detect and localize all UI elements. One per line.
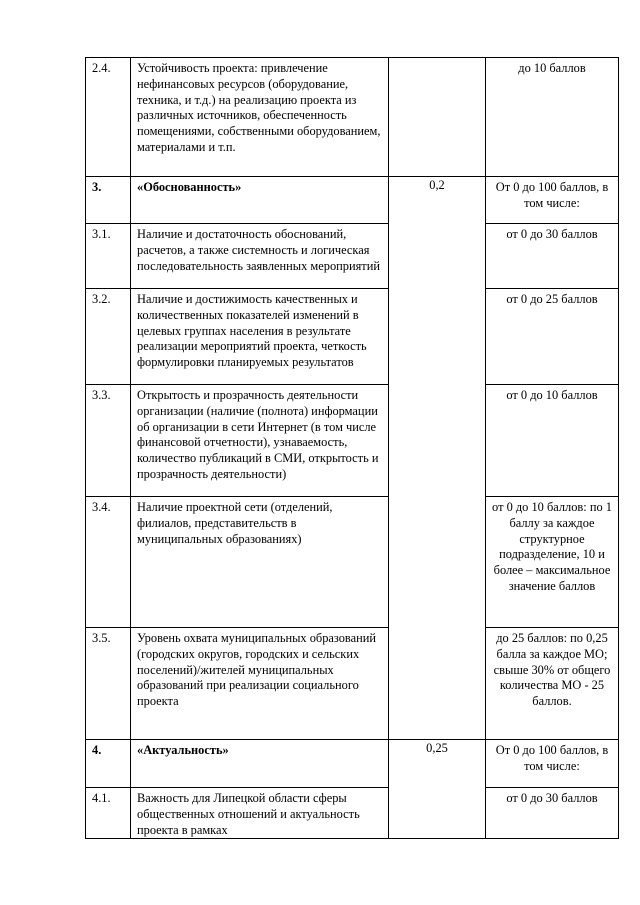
criterion-text: «Обоснованность»: [131, 177, 389, 224]
row-number: 3.: [86, 177, 131, 224]
table-row: [86, 497, 619, 628]
criterion-text: Наличие и достижимость качественных и количественных показателей изменений в целевых группах населения в результате реализации мероприятий проекта, четкость формулировки планируемых результатов: [131, 289, 389, 385]
weight-cell: [389, 289, 486, 385]
row-number: 3.4.: [86, 497, 131, 628]
score-cell: от 0 до 10 баллов: по 1 баллу за каждое структурное подразделение, 10 и более – максимальное значение баллов: [486, 497, 619, 628]
score-cell: От 0 до 100 баллов, в том числе:: [486, 740, 619, 788]
table-row: [86, 224, 619, 289]
row-number: 4.: [86, 740, 131, 788]
weight-cell: [389, 788, 486, 839]
weight-cell: [389, 224, 486, 289]
table-row: [86, 740, 619, 788]
row-number: 3.3.: [86, 385, 131, 497]
criteria-table: [85, 57, 619, 839]
score-cell: от 0 до 10 баллов: [486, 385, 619, 497]
criterion-text: Наличие и достаточность обоснований, расчетов, а также системность и логическая последовательность заявленных мероприятий: [131, 224, 389, 289]
weight-cell: [389, 497, 486, 628]
row-number: 3.1.: [86, 224, 131, 289]
criterion-text: Открытость и прозрачность деятельности организации (наличие (полнота) информации об организации в сети Интернет (в том числе финансовой отчетности), узнаваемость, количество публикаций в СМИ, открытость и прозрачность деятельности): [131, 385, 389, 497]
criterion-text: «Актуальность»: [131, 740, 389, 788]
weight-cell: [389, 628, 486, 740]
row-number: 3.2.: [86, 289, 131, 385]
criterion-text: Наличие проектной сети (отделений, филиалов, представительств в муниципальных образованиях): [131, 497, 389, 628]
table-row: [86, 58, 619, 177]
score-cell: от 0 до 30 баллов: [486, 224, 619, 289]
table-row: [86, 177, 619, 224]
table-row: [86, 385, 619, 497]
score-cell: до 25 баллов: по 0,25 балла за каждое МО; свыше 30% от общего количества МО - 25 баллов.: [486, 628, 619, 740]
table-row: [86, 289, 619, 385]
score-cell: до 10 баллов: [486, 58, 619, 177]
weight-cell: [389, 58, 486, 177]
criterion-text: Важность для Липецкой области сферы общественных отношений и актуальность проекта в рамках: [131, 788, 389, 839]
score-cell: От 0 до 100 баллов, в том числе:: [486, 177, 619, 224]
table-row: [86, 788, 619, 839]
weight-cell: 0,25: [389, 740, 486, 788]
score-cell: от 0 до 30 баллов: [486, 788, 619, 839]
criterion-text: Уровень охвата муниципальных образований (городских округов, городских и сельских поселений)/жителей муниципальных образований при реализации социального проекта: [131, 628, 389, 740]
weight-cell: [389, 385, 486, 497]
row-number: 3.5.: [86, 628, 131, 740]
weight-cell: 0,2: [389, 177, 486, 224]
row-number: 4.1.: [86, 788, 131, 839]
score-cell: от 0 до 25 баллов: [486, 289, 619, 385]
row-number: 2.4.: [86, 58, 131, 177]
criterion-text: Устойчивость проекта: привлечение нефинансовых ресурсов (оборудование, техника, и т.д.) на реализацию проекта из различных источников, обеспеченность помещениями, собственными оборудованием, материалами и т.п.: [131, 58, 389, 177]
table-row: [86, 628, 619, 740]
